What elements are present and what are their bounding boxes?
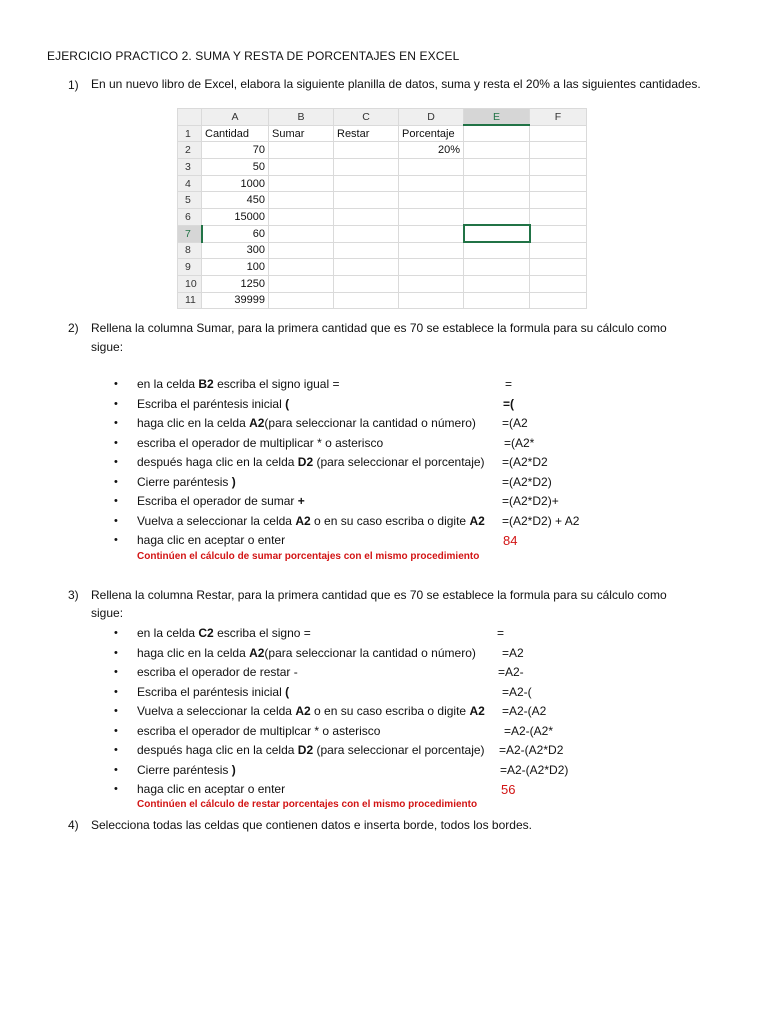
step-text: escriba el operador de multiplcar * o asterisco	[137, 723, 381, 738]
item2-step	[137, 475, 236, 489]
bullet-icon: •	[114, 475, 118, 488]
row-header[interactable]: 8	[178, 242, 202, 259]
item3-step	[137, 782, 285, 796]
spreadsheet-grid	[177, 108, 587, 309]
cell-A1[interactable]: Cantidad	[202, 125, 269, 142]
item3-step	[137, 763, 236, 777]
step-text: haga clic en la celda	[137, 416, 250, 430]
cell-A9[interactable]: 100	[202, 259, 269, 276]
bullet-icon: •	[114, 495, 118, 507]
item2-step	[137, 436, 383, 450]
cell-B3[interactable]	[269, 159, 334, 176]
cell-C1[interactable]: Restar	[334, 125, 399, 142]
cell-B1[interactable]: Sumar	[269, 125, 334, 142]
step-bold-text: +	[297, 494, 305, 508]
step-text: (para seleccionar la cantidad o número)	[264, 416, 476, 430]
step-text: haga clic en aceptar o enter	[137, 533, 286, 547]
step-text: después haga clic en la celda	[137, 743, 298, 757]
step-text: Cierre paréntesis	[137, 474, 232, 489]
row-header[interactable]: 1	[178, 125, 202, 142]
item-3-text-line2: sigue:	[91, 606, 124, 620]
step-bold-text: (	[285, 684, 290, 699]
item3-step	[137, 724, 380, 738]
item3-formula: =A2	[502, 645, 524, 660]
cell-E10[interactable]	[464, 275, 530, 292]
item-3-text-line1: Rellena la columna Restar, para la primera cantidad que es 70 se establece la formula para su cálculo como	[91, 588, 667, 602]
cell-B9[interactable]	[269, 259, 334, 276]
bullet-icon: •	[114, 456, 118, 468]
item2-formula: =(A2*D2	[502, 455, 548, 469]
step-text: Escriba el paréntesis inicial	[137, 684, 286, 699]
cell-C5[interactable]	[334, 192, 399, 209]
cell-A7[interactable]: 60	[202, 225, 269, 242]
step-text: (para seleccionar el porcentaje)	[313, 743, 485, 757]
cell-D7[interactable]	[399, 225, 464, 242]
select-all-corner[interactable]	[178, 109, 202, 126]
cell-B8[interactable]	[269, 242, 334, 259]
item2-step	[137, 455, 485, 469]
item-3-number: 3)	[68, 588, 79, 602]
column-header-row	[178, 109, 587, 126]
row-header[interactable]: 4	[178, 175, 202, 192]
sheet-row	[178, 259, 587, 276]
step-bold-text: A2	[469, 513, 485, 528]
sheet-row	[178, 175, 587, 192]
cell-C6[interactable]	[334, 209, 399, 226]
item3-formula: =A2-(	[502, 684, 532, 699]
sheet-row	[178, 275, 587, 292]
cell-F6[interactable]	[530, 209, 587, 226]
row-header[interactable]: 7	[178, 225, 202, 242]
item2-step	[137, 514, 485, 528]
bullet-icon: •	[114, 705, 118, 717]
step-bold-text: B2	[198, 377, 214, 391]
bullet-icon: •	[114, 627, 118, 639]
item2-step	[137, 377, 339, 391]
cell-E4[interactable]	[464, 175, 530, 192]
cell-C11[interactable]	[334, 292, 399, 309]
item3-formula: =A2-	[498, 665, 524, 679]
item3-step	[137, 743, 485, 757]
cell-D1[interactable]: Porcentaje	[399, 125, 464, 142]
step-text: después haga clic en la celda	[137, 455, 298, 469]
cell-A3[interactable]: 50	[202, 159, 269, 176]
row-header[interactable]: 11	[178, 292, 202, 309]
step-text: Vuelva a seleccionar la celda	[137, 704, 296, 718]
cell-A11[interactable]: 39999	[202, 292, 269, 309]
bullet-icon: •	[114, 514, 118, 527]
cell-D8[interactable]	[399, 242, 464, 259]
step-bold-text: A2	[295, 704, 311, 718]
cell-C4[interactable]	[334, 175, 399, 192]
step-text: Escriba el operador de sumar	[137, 494, 298, 508]
step-text: en la celda	[137, 377, 199, 391]
bullet-icon: •	[114, 783, 118, 795]
step-text: o en su caso escriba o digite	[310, 513, 470, 528]
step-bold-text: )	[231, 474, 236, 489]
cell-A2[interactable]: 70	[202, 142, 269, 159]
sheet-row	[178, 125, 587, 142]
column-header-e[interactable]: E	[464, 109, 530, 126]
item2-step	[137, 533, 285, 547]
sheet-row	[178, 159, 587, 176]
cell-D10[interactable]	[399, 275, 464, 292]
bullet-icon: •	[114, 378, 118, 390]
sheet-row	[178, 242, 587, 259]
row-header[interactable]: 2	[178, 142, 202, 159]
item3-step	[137, 665, 298, 679]
cell-B4[interactable]	[269, 175, 334, 192]
cell-D2[interactable]: 20%	[399, 142, 464, 159]
row-header[interactable]: 5	[178, 192, 202, 209]
item2-step	[137, 416, 476, 430]
cell-C2[interactable]	[334, 142, 399, 159]
cell-D6[interactable]	[399, 209, 464, 226]
cell-B7[interactable]	[269, 225, 334, 242]
item3-formula: =A2-(A2	[502, 704, 547, 718]
step-bold-text: (	[285, 396, 290, 411]
item-2-number: 2)	[68, 321, 79, 335]
cell-A6[interactable]: 15000	[202, 209, 269, 226]
step-text: en la celda	[137, 626, 199, 640]
sheet-row	[178, 225, 587, 242]
cell-F2[interactable]	[530, 142, 587, 159]
bullet-icon: •	[114, 417, 118, 429]
item3-step	[137, 685, 289, 699]
cell-F1[interactable]	[530, 125, 587, 142]
item3-step	[137, 646, 476, 660]
item2-formula: =(	[503, 396, 515, 411]
step-bold-text: A2	[249, 416, 265, 430]
cell-B6[interactable]	[269, 209, 334, 226]
step-text: Cierre paréntesis	[137, 762, 232, 777]
cell-A8[interactable]: 300	[202, 242, 269, 259]
item-2-text-line2: sigue:	[91, 340, 124, 354]
column-header-d[interactable]: D	[399, 109, 464, 126]
cell-A4[interactable]: 1000	[202, 175, 269, 192]
item2-formula: 84	[503, 533, 518, 548]
cell-D9[interactable]	[399, 259, 464, 276]
item2-step	[137, 494, 305, 508]
cell-C10[interactable]	[334, 275, 399, 292]
step-text: escriba el signo igual =	[213, 377, 340, 391]
item3-step	[137, 626, 311, 640]
cell-E8[interactable]	[464, 242, 530, 259]
item-2-note: Continúen el cálculo de sumar porcentajes con el mismo procedimiento	[137, 551, 480, 562]
sheet-row	[178, 192, 587, 209]
column-header-a[interactable]: A	[202, 109, 269, 126]
step-bold-text: D2	[297, 455, 314, 469]
step-text: (para seleccionar la cantidad o número)	[264, 645, 476, 660]
item3-formula: 56	[501, 782, 516, 797]
cell-E2[interactable]	[464, 142, 530, 159]
cell-D11[interactable]	[399, 292, 464, 309]
bullet-icon: •	[114, 534, 118, 546]
step-text: haga clic en la celda	[137, 645, 250, 660]
cell-A10[interactable]: 1250	[202, 275, 269, 292]
step-bold-text: D2	[297, 743, 314, 757]
cell-E9[interactable]	[464, 259, 530, 276]
bullet-icon: •	[114, 646, 118, 659]
cell-C8[interactable]	[334, 242, 399, 259]
item-4-text: Selecciona todas las celdas que contienen datos e inserta borde, todos los bordes.	[91, 818, 532, 832]
cell-A5[interactable]: 450	[202, 192, 269, 209]
item-1-text: En un nuevo libro de Excel, elabora la siguiente planilla de datos, suma y resta el 20% a las siguientes cantidades.	[91, 77, 701, 91]
cell-E5[interactable]	[464, 192, 530, 209]
item-1-number: 1)	[68, 78, 79, 92]
column-header-b[interactable]: B	[269, 109, 334, 126]
step-text: Vuelva a seleccionar la celda	[137, 513, 296, 528]
cell-C7[interactable]	[334, 225, 399, 242]
cell-E3[interactable]	[464, 159, 530, 176]
row-header[interactable]: 9	[178, 259, 202, 276]
cell-F4[interactable]	[530, 175, 587, 192]
cell-E7[interactable]	[464, 225, 530, 242]
item2-step	[137, 397, 289, 411]
bullet-icon: •	[114, 666, 118, 678]
bullet-icon: •	[114, 436, 118, 449]
item3-step	[137, 704, 485, 718]
item2-formula: =(A2*	[504, 435, 535, 450]
item-3-note: Continúen el cálculo de restar porcentajes con el mismo procedimiento	[137, 799, 478, 810]
step-bold-text: A2	[295, 513, 311, 528]
row-header[interactable]: 10	[178, 275, 202, 292]
cell-E1[interactable]	[464, 125, 530, 142]
cell-D5[interactable]	[399, 192, 464, 209]
cell-B5[interactable]	[269, 192, 334, 209]
row-header[interactable]: 3	[178, 159, 202, 176]
cell-B10[interactable]	[269, 275, 334, 292]
step-text: Escriba el paréntesis inicial	[137, 396, 286, 411]
sheet-row	[178, 292, 587, 309]
step-text: escriba el operador de multiplicar * o asterisco	[137, 435, 384, 450]
cell-E11[interactable]	[464, 292, 530, 309]
step-bold-text: A2	[469, 704, 485, 718]
step-text: o en su caso escriba o digite	[310, 704, 470, 718]
step-text: escriba el signo =	[213, 626, 311, 640]
cell-B2[interactable]	[269, 142, 334, 159]
document-title: EJERCICIO PRACTICO 2. SUMA Y RESTA DE PORCENTAJES EN EXCEL	[47, 49, 460, 63]
cell-E6[interactable]	[464, 209, 530, 226]
cell-F8[interactable]	[530, 242, 587, 259]
item3-formula: =A2-(A2*D2)	[500, 762, 569, 777]
cell-F11[interactable]	[530, 292, 587, 309]
bullet-icon: •	[114, 397, 118, 410]
column-header-c[interactable]: C	[334, 109, 399, 126]
item3-formula: =A2-(A2*	[504, 723, 554, 738]
bullet-icon: •	[114, 744, 118, 756]
cell-F10[interactable]	[530, 275, 587, 292]
cell-F7[interactable]	[530, 225, 587, 242]
step-bold-text: C2	[198, 626, 214, 640]
bullet-icon: •	[114, 685, 118, 698]
cell-F5[interactable]	[530, 192, 587, 209]
cell-B11[interactable]	[269, 292, 334, 309]
column-header-f[interactable]: F	[530, 109, 587, 126]
cell-D4[interactable]	[399, 175, 464, 192]
cell-C3[interactable]	[334, 159, 399, 176]
bullet-icon: •	[114, 763, 118, 776]
cell-C9[interactable]	[334, 259, 399, 276]
row-header[interactable]: 6	[178, 209, 202, 226]
item-4-number: 4)	[68, 818, 79, 832]
sheet-row	[178, 142, 587, 159]
item2-formula: =(A2*D2)	[502, 474, 552, 489]
bullet-icon: •	[114, 724, 118, 737]
step-text: escriba el operador de restar -	[137, 665, 298, 679]
step-bold-text: A2	[249, 645, 265, 660]
cell-F3[interactable]	[530, 159, 587, 176]
step-text: (para seleccionar el porcentaje)	[313, 455, 485, 469]
item2-formula: =(A2*D2)+	[502, 494, 559, 508]
item-2-text-line1: Rellena la columna Sumar, para la primera cantidad que es 70 se establece la formula para su cálculo como	[91, 321, 667, 335]
cell-D3[interactable]	[399, 159, 464, 176]
step-text: haga clic en aceptar o enter	[137, 782, 286, 796]
cell-F9[interactable]	[530, 259, 587, 276]
step-bold-text: )	[231, 762, 236, 777]
item2-formula: =(A2*D2) + A2	[502, 513, 580, 528]
item3-formula: =	[497, 626, 505, 640]
item2-formula: =	[505, 377, 513, 391]
sheet-row	[178, 209, 587, 226]
item3-formula: =A2-(A2*D2	[499, 743, 564, 757]
item2-formula: =(A2	[502, 416, 528, 430]
